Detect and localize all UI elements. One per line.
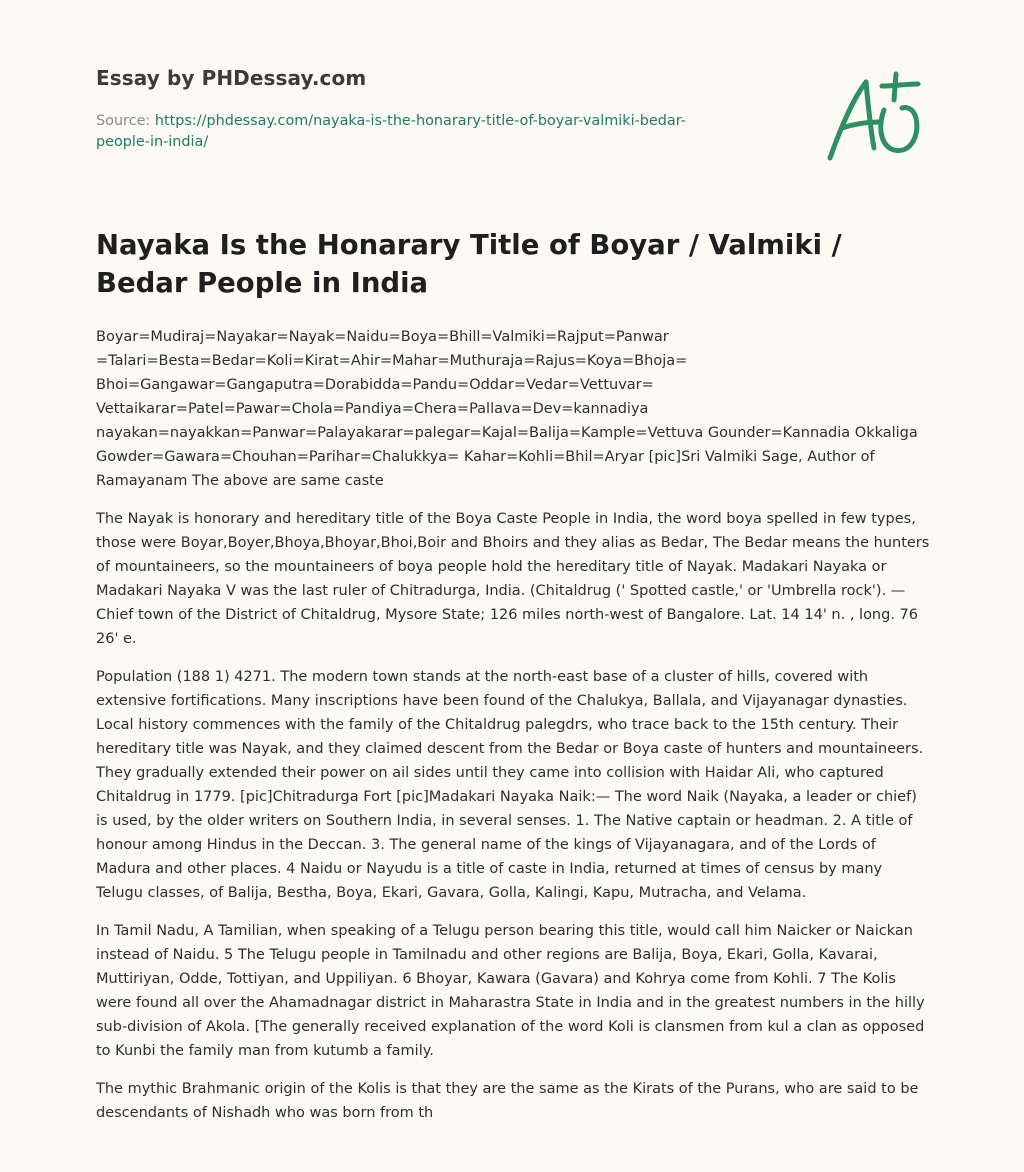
essay-body: [96, 325, 932, 1139]
site-title: Essay by PHDessay.com: [96, 66, 367, 90]
paragraph: The mythic Brahmanic origin of the Kolis is that they are the same as the Kirats of the Purans, who are said to be descendants of Nishadh who was born from th: [96, 1081, 919, 1121]
paragraph: Boyar=Mudiraj=Nayakar=Nayak=Naidu=Boya=Bhill=Valmiki=Rajput=Panwar =Talari=Besta=Bedar=Koli=Kirat=Ahir=Mahar=Muthuraja=Rajus=Koya=Bhoja= Bhoi=Gangawar=Gangaputra=Dorabidda=Pandu=Oddar=Vedar=Vettuvar= Vettaikarar=Patel=Pawar=Chola=Pandiya=Chera=Pallava=Dev=kannadiya nayakan=nayakkan=Panwar=Palayakarar=palegar=Kajal=Balija=Kample=Vettuva Gounder=Kannadia Okkaliga Gowder=Gawara=Chouhan=Parihar=Chalukkya= Kahar=Kohli=Bhil=Aryar [pic]Sri Valmiki Sage, Author of Ramayanam The above are same caste: [96, 329, 918, 489]
source-line: [96, 111, 736, 153]
a-plus-logo-svg: [822, 70, 926, 166]
paragraph: Population (188 1) 4271. The modern town stands at the north-east base of a cluster of hills, covered with extensive fortifications. Many inscriptions have been found of the Chalukya, Ballala, and Vijayanagar dynasties. Local history commences with the family of the Chitaldrug palegdrs, who trace back to the 15th century. Their hereditary title was Nayak, and they claimed descent from the Bedar or Boya caste of hunters and mountaineers. They gradually extended their power on ail sides until they came into collision with Haidar Ali, who captured Chitaldrug in 1779. [pic]Chitradurga Fort [pic]Madakari Nayaka Naik:— The word Naik (Nayaka, a leader or chief) is used, by the older writers on Southern India, in several senses. 1. The Native captain or headman. 2. A title of honour among Hindus in the Deccan. 3. The general name of the kings of Vijayanagara, and of the Lords of Madura and other places. 4 Naidu or Nayudu is a title of caste in India, returned at times of census by many Telugu classes, of Balija, Bestha, Boya, Ekari, Gavara, Golla, Kalingi, Kapu, Mutracha, and Velama.: [96, 669, 924, 901]
a-plus-logo-icon: [822, 70, 926, 166]
source-link[interactable]: https://phdessay.com/nayaka-is-the-honarary-title-of-boyar-valmiki-bedar-people-in-india/: [96, 113, 686, 150]
essay-title: Nayaka Is the Honarary Title of Boyar / Valmiki / Bedar People in India: [96, 229, 842, 299]
source-label: Source:: [96, 113, 155, 129]
paragraph: In Tamil Nadu, A Tamilian, when speaking of a Telugu person bearing this title, would call him Naicker or Naickan instead of Naidu. 5 The Telugu people in Tamilnadu and other regions are Balija, Boya, Ekari, Golla, Kavarai, Muttiriyan, Odde, Tottiyan, and Uppiliyan. 6 Bhoyar, Kawara (Gavara) and Kohrya come from Kohli. 7 The Kolis were found all over the Ahamadnagar district in Maharastra State in India and in the greatest numbers in the hilly sub-division of Akola. [The generally received explanation of the word Koli is clansmen from kul a clan as opposed to Kunbi the family man from kutumb a family.: [96, 923, 925, 1059]
paragraph: The Nayak is honorary and hereditary title of the Boya Caste People in India, the word boya spelled in few types, those were Boyar,Boyer,Bhoya,Bhoyar,Bhoi,Boir and Bhoirs and they alias as Bedar, The Bedar means the hunters of mountaineers, so the mountaineers of boya people hold the hereditary title of Nayak. Madakari Nayaka or Madakari Nayaka V was the last ruler of Chitradurga, India. (Chitaldrug (' Spotted castle,' or 'Umbrella rock'). — Chief town of the District of Chitaldrug, Mysore State; 126 miles north-west of Bangalore. Lat. 14 14' n. , long. 76 26' e.: [96, 511, 930, 647]
